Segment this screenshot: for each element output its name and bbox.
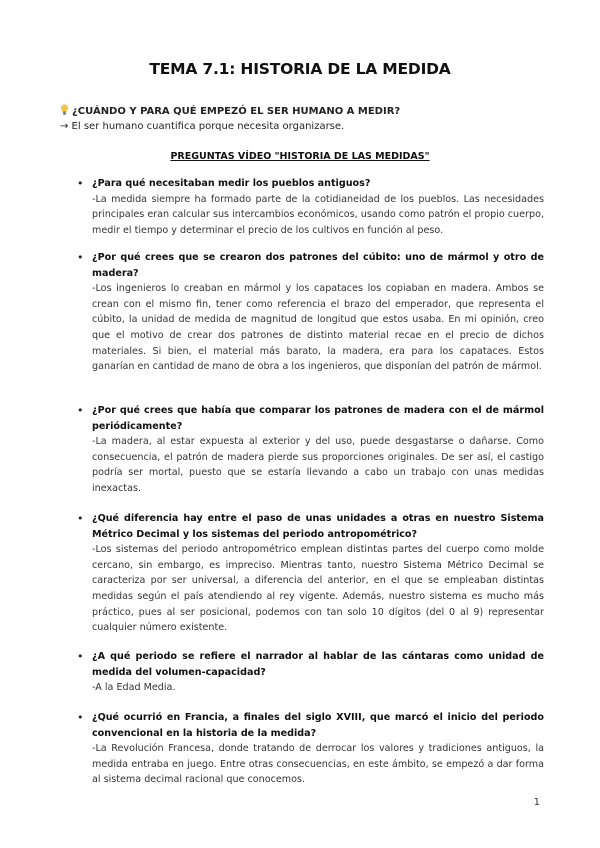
question-text: ¿Qué diferencia hay entre el paso de unas unidades a otras en nuestro Sistema Métrico Decimal y los sistemas del periodo antropométrico? [92, 513, 544, 540]
section-title: PREGUNTAS VÍDEO "HISTORIA DE LAS MEDIDAS" [170, 151, 430, 162]
bullet-icon: • [77, 177, 84, 190]
bullet-icon: • [77, 404, 84, 417]
bullet-icon: • [77, 650, 84, 663]
question-text: ¿Por qué crees que se crearon dos patrones del cúbito: uno de mármol y otro de madera? [92, 252, 544, 279]
list-item [77, 710, 544, 788]
question-text: ¿Qué ocurrió en Francia, a finales del siglo XVIII, que marcó el inicio del periodo convencional en la historia de la medida? [92, 712, 544, 739]
list-item [77, 511, 544, 636]
list-item [77, 403, 544, 497]
page-title: TEMA 7.1: HISTORIA DE LA MEDIDA [149, 60, 451, 78]
list-item [77, 176, 544, 238]
bullet-icon: • [77, 512, 84, 525]
page-number: 1 [533, 797, 540, 808]
intro-question-line [60, 104, 550, 119]
intro-question: ¿CUÁNDO Y PARA QUÉ EMPEZÓ EL SER HUMANO A MEDIR? [72, 106, 401, 117]
answer-text: -Los sistemas del periodo antropométrico emplean distintas partes del cuerpo como molde cercano, sin embargo, es impreciso. Mientras tanto, nuestro Sistema Métrico Decimal se caracteriza por ser universal, a diferencia del anterior, en el que se empleaban distintas medidas según el país atendiendo al rey vigente. Además, nuestro sistema es mucho más práctico, pues al ser posicional, podemos con tan solo 10 dígitos (del 0 al 9) representar cualquier número existente. [92, 544, 544, 634]
answer-text: -La madera, al estar expuesta al exterior y del uso, puede desgastarse o dañarse. Como consecuencia, el patrón de madera pierde sus proporciones originales. De ser así, el castigo podría ser mortal, puesto que se estaría llevando a cabo un trabajo con unas medidas inexactas. [92, 436, 544, 494]
intro-answer: → El ser humano cuantifica porque necesita organizarse. [60, 121, 345, 132]
answer-text: -La medida siempre ha formado parte de la cotidianeidad de los pueblos. Las necesidades principales eran calcular sus intercambios económicos, usando como patrón el propio cuerpo, medir el tiempo y determinar el precio de los cultivos en función al peso. [92, 193, 544, 236]
answer-text: -Los ingenieros lo creaban en mármol y los capataces los copiaban en madera. Ambos se crean con el mismo fin, tener como referencia el brazo del emperador, que representa el cúbito, la unidad de medida de magnitud de longitud que estos usaba. En mi opinión, creo que el motivo de crear dos patrones de distinto material recae en el precio de dichos materiales. Si bien, el material más barato, la madera, era para los capataces. Estos ganarían en cantidad de mano de obra a los ingenieros, que disponían del patrón de mármol. [92, 283, 544, 373]
answer-text: -La Revolución Francesa, donde tratando de derrocar los valores y tradiciones antiguos, la medida entraba en juego. Entre otras consecuencias, en este ámbito, se empezó a dar forma al sistema decimal racional que conocemos. [92, 743, 544, 786]
question-text: ¿Para qué necesitaban medir los pueblos antiguos? [92, 178, 371, 189]
answer-text: -A la Edad Media. [92, 682, 176, 694]
bullet-icon: • [77, 251, 84, 264]
bullet-icon: • [77, 711, 84, 724]
lightbulb-icon [60, 104, 69, 115]
list-item [77, 250, 544, 375]
intro-block [60, 104, 550, 134]
question-text: ¿A qué periodo se refiere el narrador al hablar de las cántaras como unidad de medida del volumen-capacidad? [92, 651, 544, 678]
list-item [77, 649, 544, 696]
question-text: ¿Por qué crees que había que comparar los patrones de madera con el de mármol periódicamente? [92, 405, 544, 432]
